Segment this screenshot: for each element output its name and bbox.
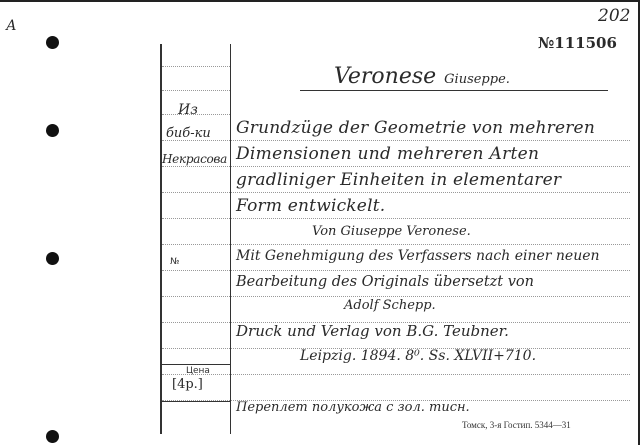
punch-hole-top <box>46 36 59 49</box>
translator-line: Adolf Schepp. <box>344 298 436 313</box>
permission-line-1: Mit Genehmigung des Verfassers nach einer neuen <box>236 248 600 264</box>
author-forename: Giuseppe. <box>444 72 510 87</box>
title-line-1: Grundzüge der Geometrie von mehreren <box>236 118 595 138</box>
corner-letter: А <box>6 18 17 34</box>
inventory-number: №111506 <box>538 34 617 52</box>
by-line: Von Giuseppe Veronese. <box>312 224 471 239</box>
ruled-line <box>162 166 630 167</box>
library-name: Некрасова <box>162 152 227 166</box>
printer-imprint: Томск, 3-я Гостип. 5344—31 <box>462 420 571 430</box>
binding-note: Переплет полукожа с зол. тисн. <box>236 400 470 415</box>
heading-underline <box>300 90 608 91</box>
number-label: № <box>170 257 180 267</box>
left-rule <box>162 66 230 67</box>
author-surname: Veronese <box>334 64 437 89</box>
ruled-line <box>162 192 630 193</box>
imprint-line: Leipzig. 1894. 8⁰. Ss. XLVII+710. <box>300 348 537 364</box>
author-heading <box>334 64 510 89</box>
ruled-line <box>162 244 630 245</box>
punch-hole-bottom <box>46 430 59 443</box>
ruled-line <box>162 270 630 271</box>
ruled-line <box>162 374 630 375</box>
title-line-4: Form entwickelt. <box>236 196 386 216</box>
ruled-line <box>162 140 630 141</box>
title-line-3: gradliniger Einheiten in elementarer <box>236 170 562 190</box>
library-abbr: биб-ки <box>166 126 211 141</box>
price-label: Цена <box>186 366 210 376</box>
publisher-line: Druck und Verlag von B.G. Teubner. <box>236 322 509 340</box>
left-rule <box>162 90 230 91</box>
title-line-2: Dimensionen und mehreren Arten <box>236 144 540 164</box>
corner-number: 202 <box>598 6 631 26</box>
from-label: Из <box>178 102 198 118</box>
punch-hole-lower <box>46 252 59 265</box>
price-box <box>162 364 230 402</box>
column-divider-rule <box>230 44 231 434</box>
price-value: [4р.] <box>172 377 203 392</box>
ruled-line <box>162 218 630 219</box>
punch-hole-middle <box>46 124 59 137</box>
ruled-line <box>162 296 630 297</box>
permission-line-2: Bearbeitung des Originals übersetzt von <box>236 274 534 290</box>
